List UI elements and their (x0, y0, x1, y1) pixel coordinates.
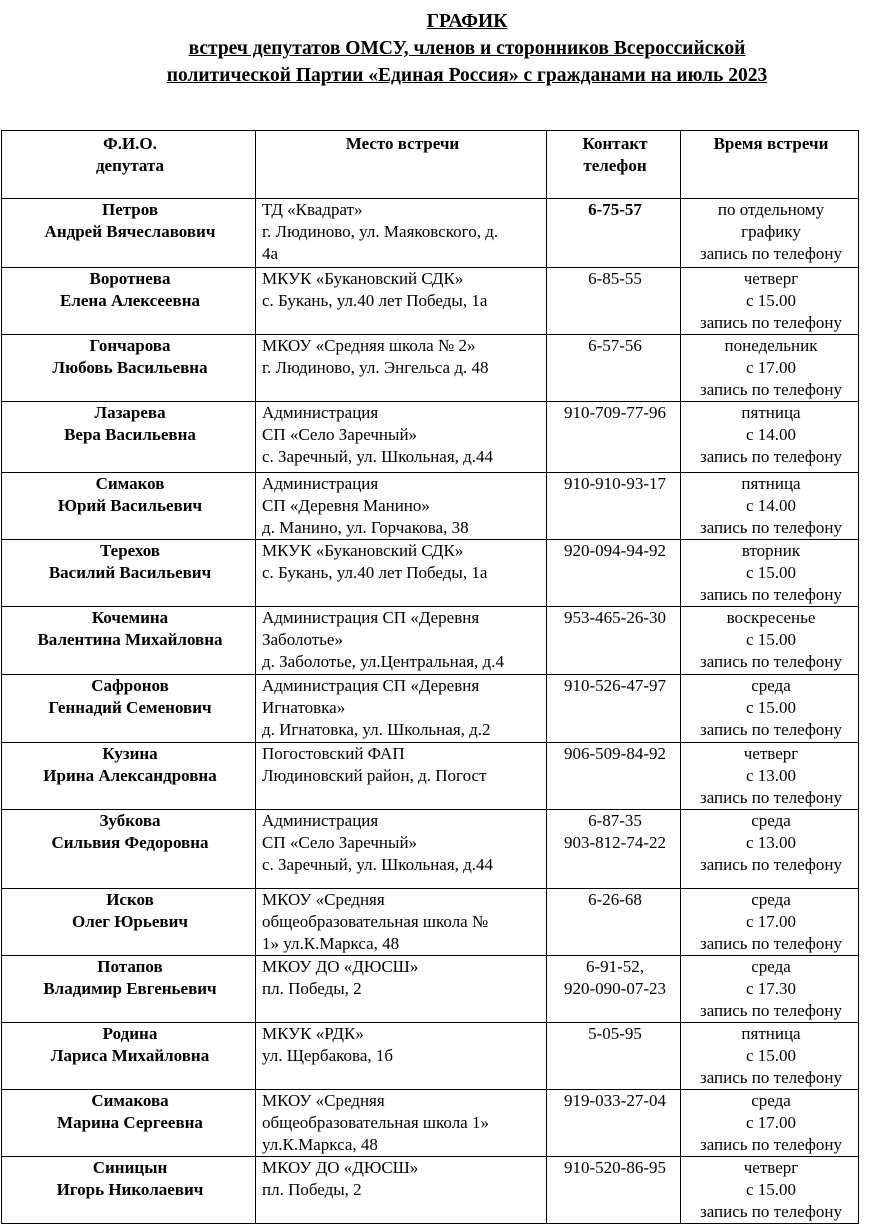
time-cell-line: с 17.00 (745, 358, 797, 377)
phone-cell (547, 1023, 681, 1090)
place-cell (256, 810, 547, 889)
name-cell-line: Петров (101, 200, 159, 219)
table-row (2, 1023, 859, 1090)
place-cell-line: д. Манино, ул. Горчакова, 38 (262, 518, 469, 537)
name-cell-line: Ирина Александровна (43, 766, 217, 785)
name-cell-line: Потапов (97, 957, 163, 976)
name-cell-line: Родина (102, 1024, 158, 1043)
name-cell-line: Синицын (92, 1158, 168, 1177)
table-row (2, 268, 859, 335)
place-cell-line: Администрация СП «Деревня (262, 676, 480, 695)
header-name: Ф.И.О. депутата (2, 131, 256, 199)
name-cell-line: Лариса Михайловна (50, 1046, 210, 1065)
place-cell (256, 607, 547, 675)
place-cell-line: Погостовский ФАП (262, 744, 405, 763)
place-cell (256, 675, 547, 743)
place-cell (256, 1023, 547, 1090)
time-cell (681, 335, 859, 402)
place-cell-line: МКУК «Букановский СДК» (262, 269, 464, 288)
place-cell-line: с. Заречный, ул. Школьная, д.44 (262, 447, 494, 466)
time-cell-line: запись по телефону (700, 1202, 842, 1221)
time-cell-line: пятница (741, 474, 801, 493)
phone-cell-line: 6-26-68 (588, 890, 642, 909)
time-cell-line: запись по телефону (700, 1068, 842, 1087)
time-cell-line: запись по телефону (700, 313, 842, 332)
time-cell (681, 675, 859, 743)
name-cell-line: Владимир Евгеньевич (43, 979, 217, 998)
place-cell (256, 1090, 547, 1157)
name-cell-line: Терехов (99, 541, 160, 560)
phone-cell (547, 402, 681, 473)
place-cell (256, 743, 547, 810)
name-cell-line: Сильвия Федоровна (51, 833, 209, 852)
name-cell (2, 743, 256, 810)
time-cell (681, 607, 859, 675)
time-cell-line: с 15.00 (745, 1180, 797, 1199)
name-cell-line: Олег Юрьевич (72, 912, 188, 931)
place-cell-line: общеобразовательная школа 1» (262, 1113, 489, 1132)
place-cell-line: 4а (262, 244, 279, 263)
phone-cell-line: 910-910-93-17 (564, 474, 666, 493)
name-cell (2, 675, 256, 743)
name-cell-line: Кочемина (91, 608, 169, 627)
phone-cell (547, 540, 681, 607)
name-cell (2, 889, 256, 956)
time-cell (681, 743, 859, 810)
time-cell-line: с 17.00 (745, 912, 797, 931)
name-cell-line: Вера Васильевна (64, 425, 196, 444)
time-cell (681, 1157, 859, 1224)
time-cell-line: с 15.00 (745, 291, 797, 310)
place-cell-line: с. Букань, ул.40 лет Победы, 1а (262, 291, 488, 310)
time-cell-line: с 15.00 (745, 1046, 797, 1065)
place-cell-line: ТД «Квадрат» (262, 200, 363, 219)
table-row (2, 607, 859, 675)
time-cell-line: с 14.00 (745, 425, 797, 444)
name-cell (2, 810, 256, 889)
time-cell-line: запись по телефону (700, 1135, 842, 1154)
place-cell (256, 889, 547, 956)
header-phone: Контакт телефон (547, 131, 681, 199)
time-cell (681, 540, 859, 607)
place-cell-line: Заболотье» (262, 630, 343, 649)
name-cell-line: Любовь Васильевна (52, 358, 208, 377)
table-row (2, 956, 859, 1023)
name-cell-line: Василий Васильевич (48, 563, 212, 582)
time-cell-line: воскресенье (726, 608, 816, 627)
place-cell-line: МКОУ «Средняя школа № 2» (262, 336, 476, 355)
table-row (2, 889, 859, 956)
time-cell-line: с 15.00 (745, 630, 797, 649)
schedule-table (1, 130, 859, 1224)
time-cell-line: среда (751, 676, 791, 695)
name-cell (2, 199, 256, 268)
place-cell-line: с. Заречный, ул. Школьная, д.44 (262, 855, 494, 874)
name-cell (2, 402, 256, 473)
name-cell (2, 1157, 256, 1224)
place-cell (256, 335, 547, 402)
phone-cell-line: 906-509-84-92 (564, 744, 666, 763)
place-cell-line: СП «Деревня Манино» (262, 496, 430, 515)
table-row (2, 675, 859, 743)
name-cell-line: Юрий Васильевич (57, 496, 203, 515)
time-cell (681, 1023, 859, 1090)
phone-cell-line: 953-465-26-30 (564, 608, 666, 627)
phone-cell-line: 910-709-77-96 (564, 403, 666, 422)
phone-cell-line: 6-57-56 (588, 336, 642, 355)
name-cell (2, 268, 256, 335)
time-cell (681, 402, 859, 473)
time-cell-line: пятница (741, 1024, 801, 1043)
place-cell-line: МКОУ «Средняя (262, 890, 385, 909)
time-cell (681, 199, 859, 268)
time-cell-line: среда (751, 1091, 791, 1110)
place-cell-line: д. Заболотье, ул.Центральная, д.4 (262, 652, 504, 671)
time-cell-line: с 13.00 (745, 766, 797, 785)
time-cell-line: с 17.30 (745, 979, 797, 998)
phone-cell-line: 920-094-94-92 (564, 541, 666, 560)
place-cell-line: г. Людиново, ул. Энгельса д. 48 (262, 358, 489, 377)
phone-cell-line: 920-090-07-23 (564, 979, 666, 998)
table-row (2, 540, 859, 607)
phone-cell-line: 910-520-86-95 (564, 1158, 666, 1177)
title-line-1: ГРАФИК (426, 11, 508, 32)
time-cell-line: запись по телефону (700, 380, 842, 399)
time-cell-line: пятница (741, 403, 801, 422)
place-cell (256, 1157, 547, 1224)
name-cell-line: Гончарова (89, 336, 171, 355)
time-cell-line: четверг (743, 1158, 799, 1177)
name-cell-line: Марина Сергеевна (57, 1113, 203, 1132)
table-row (2, 199, 859, 268)
table-row (2, 743, 859, 810)
header-row (2, 131, 859, 199)
place-cell-line: Игнатовка» (262, 698, 346, 717)
place-cell (256, 402, 547, 473)
header-place: Место встречи (256, 131, 547, 199)
place-cell-line: пл. Победы, 2 (262, 1180, 362, 1199)
time-cell-line: четверг (743, 269, 799, 288)
name-cell-line: Симаков (95, 474, 165, 493)
place-cell-line: Администрация (262, 403, 379, 422)
place-cell-line: СП «Село Заречный» (262, 425, 418, 444)
place-cell (256, 199, 547, 268)
name-cell-line: Симакова (91, 1091, 169, 1110)
name-cell-line: Игорь Николаевич (56, 1180, 204, 1199)
table-row (2, 1090, 859, 1157)
name-cell-line: Воротнева (89, 269, 171, 288)
place-cell (256, 540, 547, 607)
place-cell-line: МКОУ «Средняя (262, 1091, 385, 1110)
time-cell-line: вторник (741, 541, 801, 560)
name-cell (2, 335, 256, 402)
title-line-3: политической Партии «Единая Россия» с гражданами на июль 2023 (166, 65, 768, 86)
name-cell-line: Валентина Михайловна (37, 630, 223, 649)
place-cell-line: д. Игнатовка, ул. Школьная, д.2 (262, 720, 491, 739)
time-cell-line: запись по телефону (700, 244, 842, 263)
time-cell-line: с 17.00 (745, 1113, 797, 1132)
phone-cell (547, 268, 681, 335)
time-cell-line: запись по телефону (700, 585, 842, 604)
name-cell (2, 540, 256, 607)
time-cell (681, 956, 859, 1023)
place-cell-line: 1» ул.К.Маркса, 48 (262, 934, 400, 953)
phone-cell-line: 903-812-74-22 (564, 833, 666, 852)
phone-cell (547, 1090, 681, 1157)
name-cell-line: Исков (106, 890, 154, 909)
time-cell-line: запись по телефону (700, 788, 842, 807)
name-cell (2, 473, 256, 540)
time-cell-line: запись по телефону (700, 720, 842, 739)
place-cell-line: Людиновский район, д. Погост (262, 766, 487, 785)
time-cell-line: по отдельному (717, 200, 825, 219)
phone-cell (547, 743, 681, 810)
time-cell-line: среда (751, 890, 791, 909)
time-cell (681, 1090, 859, 1157)
time-cell-line: графику (741, 222, 801, 241)
place-cell-line: СП «Село Заречный» (262, 833, 418, 852)
place-cell (256, 956, 547, 1023)
phone-cell (547, 956, 681, 1023)
time-cell-line: запись по телефону (700, 518, 842, 537)
name-cell-line: Лазарева (94, 403, 166, 422)
name-cell-line: Андрей Вячеславович (44, 222, 216, 241)
name-cell (2, 956, 256, 1023)
phone-cell (547, 810, 681, 889)
place-cell-line: МКУК «РДК» (262, 1024, 364, 1043)
document-title (0, 8, 894, 89)
phone-cell (547, 199, 681, 268)
table-row (2, 1157, 859, 1224)
phone-cell (547, 607, 681, 675)
name-cell (2, 607, 256, 675)
time-cell-line: с 14.00 (745, 496, 797, 515)
place-cell-line: ул.К.Маркса, 48 (262, 1135, 378, 1154)
time-cell-line: запись по телефону (700, 934, 842, 953)
time-cell-line: среда (751, 811, 791, 830)
phone-cell-line: 919-033-27-04 (564, 1091, 666, 1110)
time-cell (681, 889, 859, 956)
place-cell-line: ул. Щербакова, 1б (262, 1046, 394, 1065)
place-cell-line: г. Людиново, ул. Маяковского, д. (262, 222, 499, 241)
name-cell-line: Елена Алексеевна (59, 291, 201, 310)
phone-cell-line: 6-75-57 (588, 200, 642, 219)
place-cell-line: МКОУ ДО «ДЮСШ» (262, 1158, 419, 1177)
place-cell-line: общеобразовательная школа № (262, 912, 489, 931)
phone-cell (547, 675, 681, 743)
time-cell-line: четверг (743, 744, 799, 763)
time-cell (681, 473, 859, 540)
name-cell-line: Зубкова (99, 811, 161, 830)
place-cell-line: Администрация (262, 811, 379, 830)
place-cell-line: с. Букань, ул.40 лет Победы, 1а (262, 563, 488, 582)
schedule-rows (2, 199, 859, 1224)
phone-cell (547, 473, 681, 540)
time-cell-line: с 13.00 (745, 833, 797, 852)
phone-cell-line: 6-87-35 (588, 811, 642, 830)
time-cell-line: запись по телефону (700, 447, 842, 466)
name-cell-line: Кузина (102, 744, 158, 763)
phone-cell-line: 910-526-47-97 (564, 676, 666, 695)
place-cell-line: Администрация СП «Деревня (262, 608, 480, 627)
name-cell-line: Геннадий Семенович (48, 698, 212, 717)
time-cell-line: с 15.00 (745, 698, 797, 717)
time-cell (681, 268, 859, 335)
phone-cell-line: 6-85-55 (588, 269, 642, 288)
time-cell-line: понедельник (724, 336, 818, 355)
place-cell-line: МКУК «Букановский СДК» (262, 541, 464, 560)
place-cell-line: Администрация (262, 474, 379, 493)
table-row (2, 402, 859, 473)
time-cell-line: среда (751, 957, 791, 976)
name-cell-line: Сафронов (91, 676, 169, 695)
time-cell (681, 810, 859, 889)
name-cell (2, 1023, 256, 1090)
time-cell-line: запись по телефону (700, 855, 842, 874)
time-cell-line: запись по телефону (700, 1001, 842, 1020)
phone-cell (547, 1157, 681, 1224)
header-time: Время встречи (681, 131, 859, 199)
phone-cell (547, 335, 681, 402)
table-row (2, 335, 859, 402)
phone-cell (547, 889, 681, 956)
place-cell-line: МКОУ ДО «ДЮСШ» (262, 957, 419, 976)
place-cell-line: пл. Победы, 2 (262, 979, 362, 998)
title-line-2: встреч депутатов ОМСУ, членов и сторонников Всероссийской (188, 38, 746, 59)
phone-cell-line: 5-05-95 (588, 1024, 642, 1043)
time-cell-line: с 15.00 (745, 563, 797, 582)
name-cell (2, 1090, 256, 1157)
time-cell-line: запись по телефону (700, 652, 842, 671)
phone-cell-line: 6-91-52, (585, 957, 645, 976)
place-cell (256, 268, 547, 335)
place-cell (256, 473, 547, 540)
table-row (2, 473, 859, 540)
table-row (2, 810, 859, 889)
